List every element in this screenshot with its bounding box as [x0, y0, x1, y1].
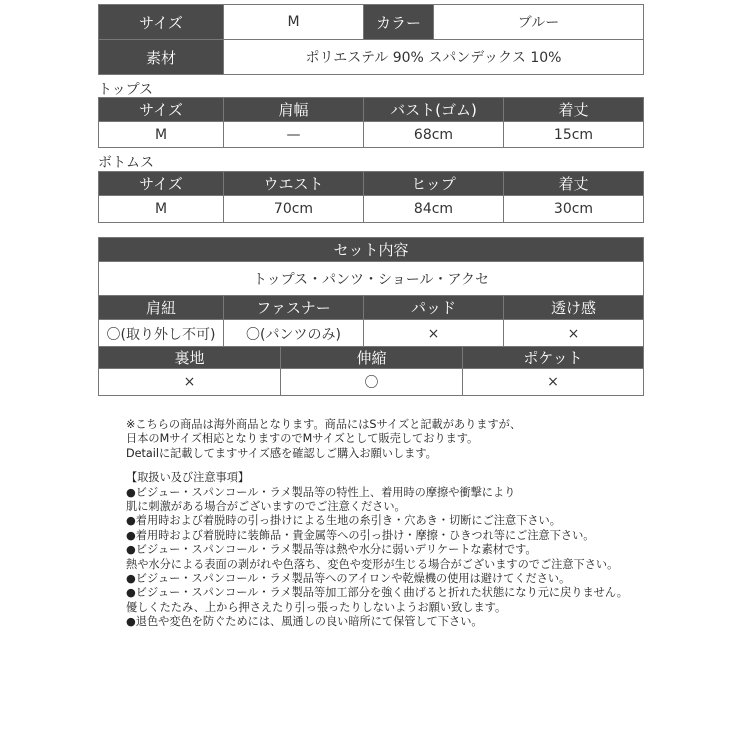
- bottoms-cell: 84cm: [364, 196, 504, 223]
- bottoms-title: ボトムス: [98, 155, 154, 171]
- care-line: ●ビジュー・スパンコール・ラメ製品等加工部分を強く曲げると折れた状態になり元に戻りません。: [126, 586, 628, 600]
- bottoms-header: ヒップ: [364, 172, 504, 196]
- bottoms-cell: 70cm: [224, 196, 364, 223]
- tops-header: 着丈: [504, 98, 644, 122]
- set-value: 〇: [281, 369, 463, 396]
- set-table: [98, 237, 644, 348]
- set-value: 〇(パンツのみ): [224, 320, 364, 348]
- set-header: 裏地: [99, 347, 281, 369]
- care-line: ●ビジュー・スパンコール・ラメ製品等の特性上、着用時の摩擦や衝撃により: [126, 485, 516, 499]
- size-note-line: Detailに記載してますサイズ感を確認しご購入お願いします。: [126, 446, 437, 460]
- tops-cell: —: [224, 122, 364, 148]
- tops-cell: 15cm: [504, 122, 644, 148]
- bottoms-header: 着丈: [504, 172, 644, 196]
- size-note-line: ※こちらの商品は海外商品となります。商品にはSサイズと記載がありますが、: [126, 418, 522, 431]
- care-title: 【取扱い及び注意事項】: [126, 471, 250, 485]
- care-line: 熱や水分による表面の剥がれや色落ち、変色や変形が生じる場合がございますのでご注意下さい。: [126, 557, 619, 571]
- set-title: セット内容: [99, 238, 644, 262]
- set-header: 肩紐: [99, 296, 224, 320]
- care-line: 優しくたたみ、上から押さえたり引っ張ったりしないようお願い致します。: [126, 600, 507, 614]
- size-note-line: 日本のMサイズ相応となりますのでMサイズとして販売しております。: [126, 432, 479, 446]
- notes-block: [126, 418, 628, 629]
- tops-title: トップス: [98, 82, 154, 98]
- color-label: カラー: [364, 5, 434, 40]
- set-value: ×: [463, 369, 644, 396]
- care-line: ●着用時および着脱時の引っ掛けによる生地の糸引き・穴あき・切断にご注意下さい。: [126, 514, 561, 528]
- set-header: 伸縮: [281, 347, 463, 369]
- set-header: 透け感: [504, 296, 644, 320]
- tops-header: 肩幅: [224, 98, 364, 122]
- set-value: ×: [504, 320, 644, 348]
- tops-header: バスト(ゴム): [364, 98, 504, 122]
- set-value: ×: [99, 369, 281, 396]
- bottoms-cell: M: [99, 196, 224, 223]
- size-value: M: [224, 5, 364, 40]
- care-line: 肌に刺激がある場合がございますのでご注意ください。: [126, 499, 406, 513]
- spec-table: [98, 4, 644, 75]
- bottoms-header: ウエスト: [224, 172, 364, 196]
- size-label: サイズ: [99, 5, 224, 40]
- tops-table: [98, 97, 644, 148]
- set-value: ×: [364, 320, 504, 348]
- tops-header: サイズ: [99, 98, 224, 122]
- care-line: ●ビジュー・スパンコール・ラメ製品等は熱や水分に弱いデリケートな素材です。: [126, 543, 537, 557]
- set-header: ポケット: [463, 347, 644, 369]
- material-value: ポリエステル 90% スパンデックス 10%: [224, 40, 644, 75]
- care-line: ●退色や変色を防ぐためには、風通しの良い暗所にて保管して下さい。: [126, 615, 483, 629]
- set-header: ファスナー: [224, 296, 364, 320]
- material-label: 素材: [99, 40, 224, 75]
- tops-cell: 68cm: [364, 122, 504, 148]
- bottoms-header: サイズ: [99, 172, 224, 196]
- set-table-2: [98, 346, 644, 396]
- bottoms-cell: 30cm: [504, 196, 644, 223]
- bottoms-table: [98, 171, 644, 223]
- tops-cell: M: [99, 122, 224, 148]
- set-header: パッド: [364, 296, 504, 320]
- color-value: ブルー: [434, 5, 644, 40]
- set-value: 〇(取り外し不可): [99, 320, 224, 348]
- set-contents: トップス・パンツ・ショール・アクセ: [99, 262, 644, 296]
- care-line: ●ビジュー・スパンコール・ラメ製品等へのアイロンや乾燥機の使用は避けてください。: [126, 571, 571, 585]
- care-line: ●着用時および着脱時に装飾品・貴金属等への引っ掛け・摩擦・ひきつれ等にご注意下さい。: [126, 528, 595, 542]
